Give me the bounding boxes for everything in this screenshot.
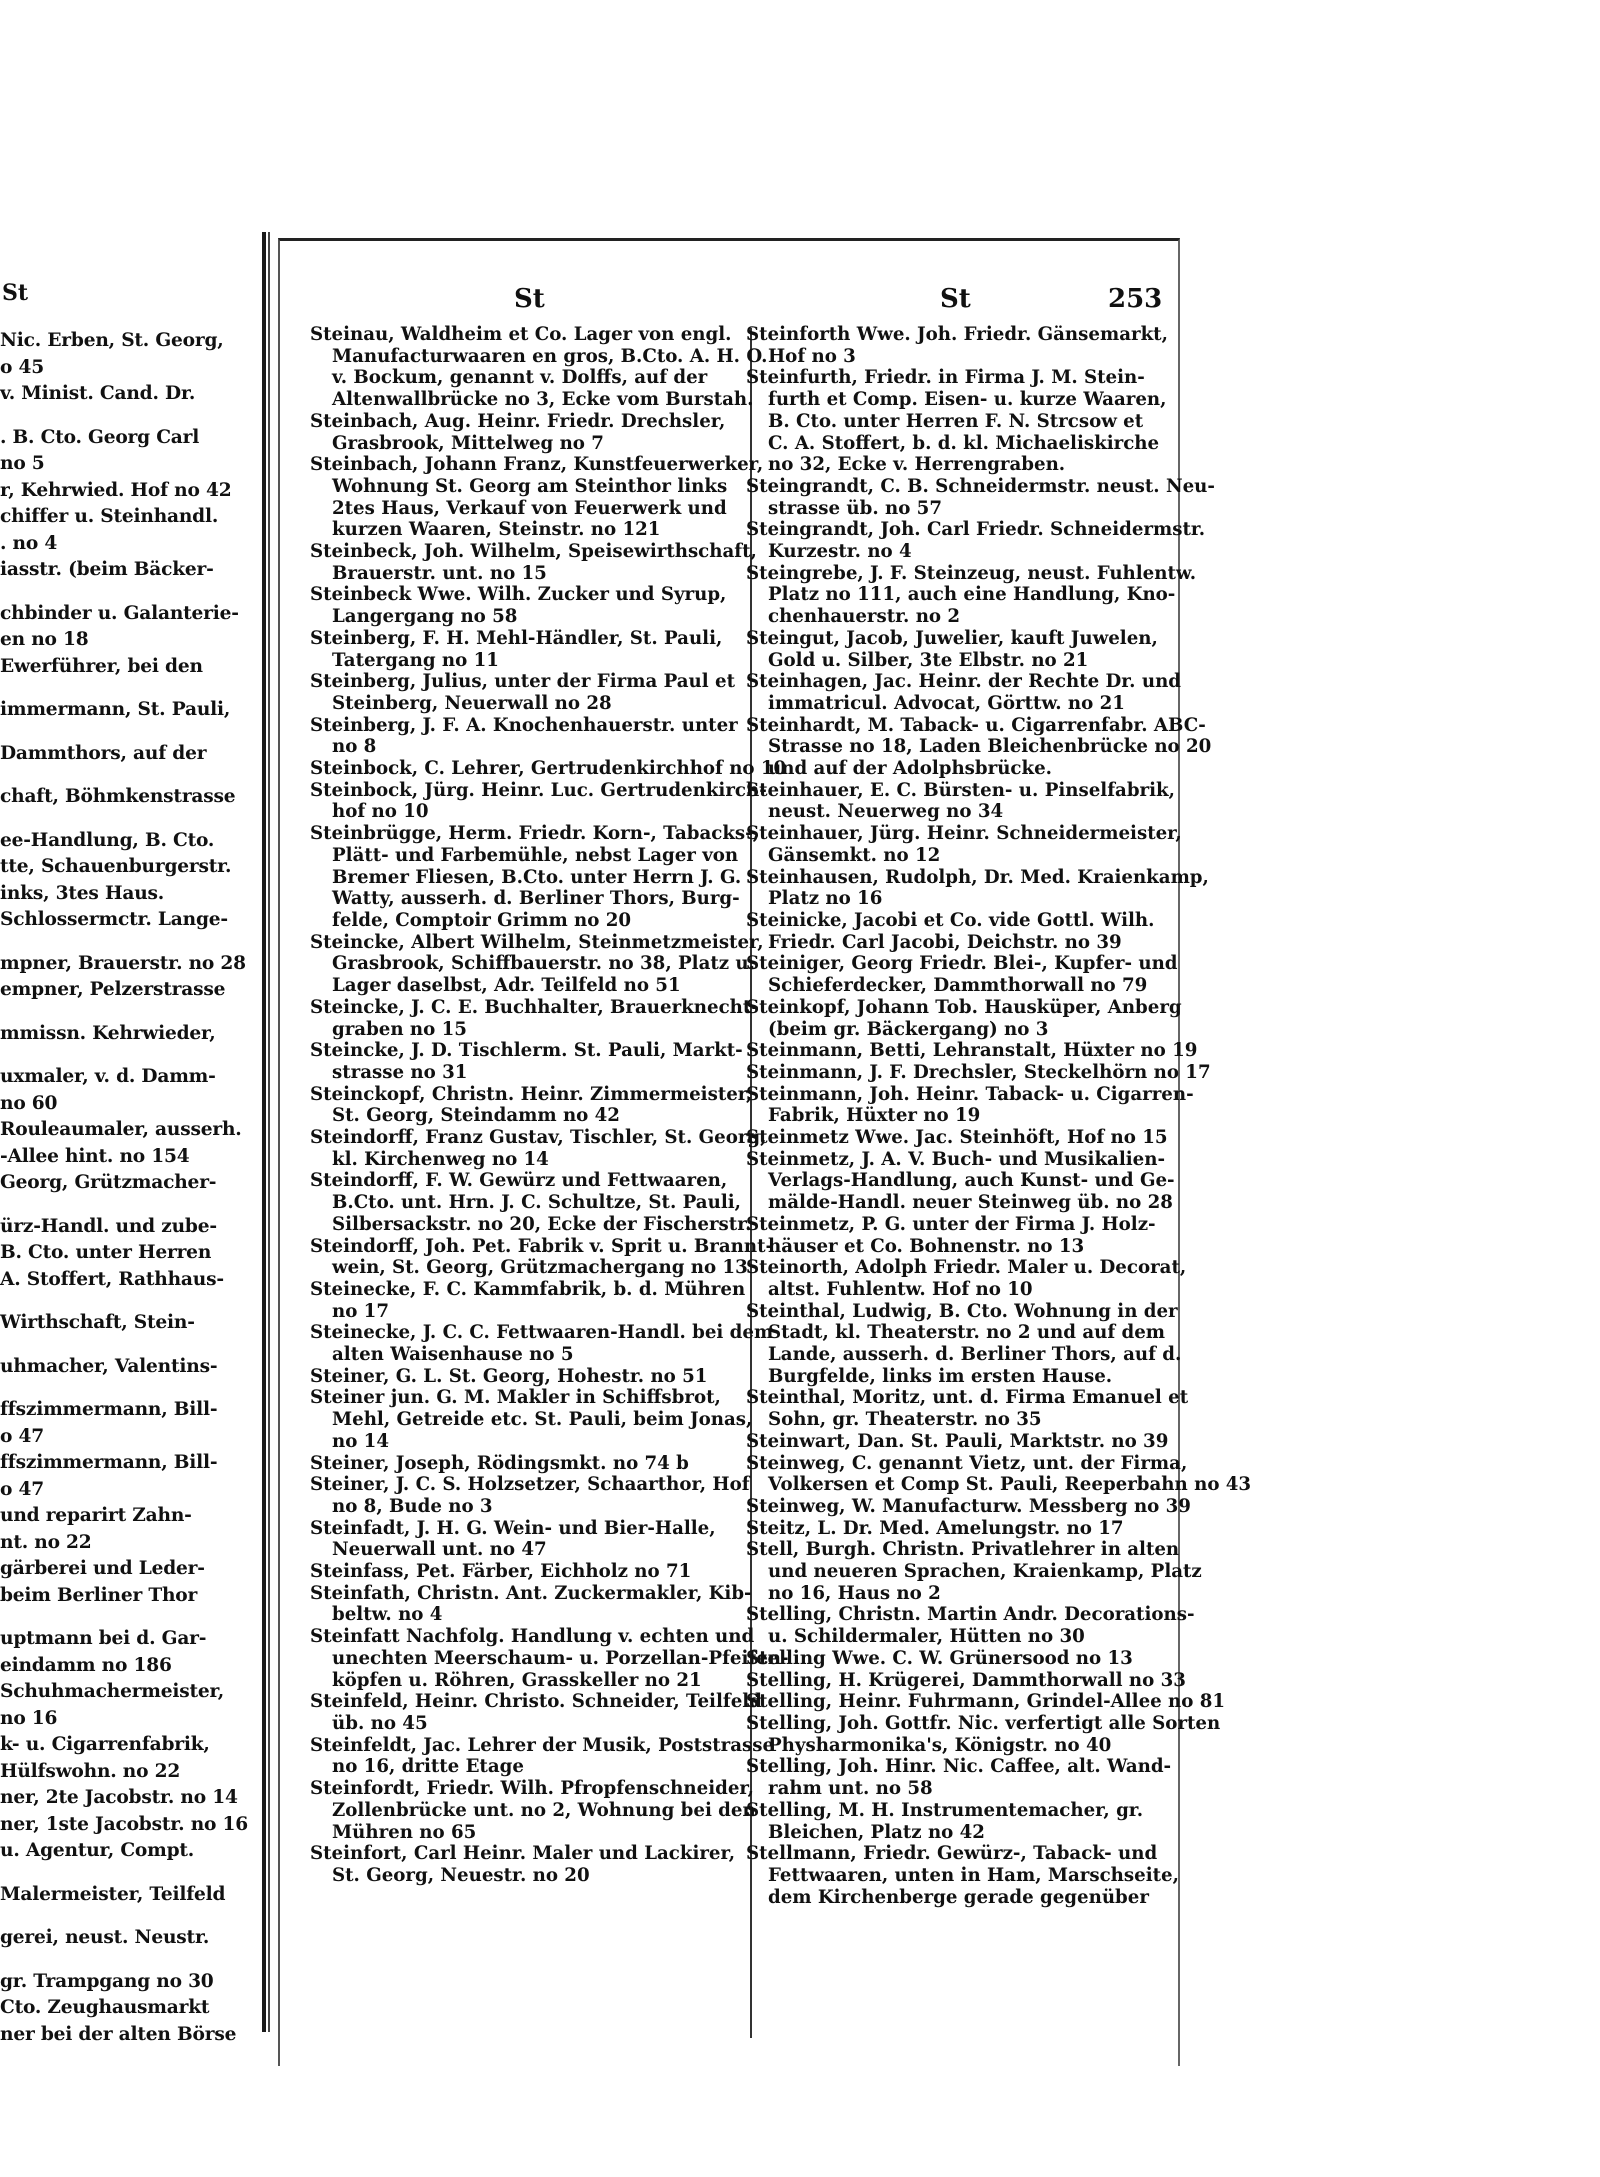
entry-continuation-line: felde, Comptoir Grimm no 20 <box>332 909 632 931</box>
directory-entry <box>310 628 766 671</box>
entry-name-line: Steinfurth, Friedr. in Firma J. M. Stein- <box>746 367 1145 389</box>
entry-name-line: Steinbach, Aug. Heinr. Friedr. Drechsler, <box>310 410 726 432</box>
directory-entry <box>310 1474 766 1517</box>
directory-entry <box>746 1604 1195 1648</box>
entry-continuation-line: Fettwaaren, unten in Ham, Marschseite, <box>768 1864 1179 1886</box>
entry-name-line: Steinfeldt, Jac. Lehrer der Musik, Poststrasse <box>310 1734 775 1756</box>
entry-name-line: Steinhausen, Rudolph, Dr. Med. Kraienkamp, <box>746 866 1209 888</box>
directory-entry <box>746 671 1182 714</box>
entry-name-line: Steinfatt Nachfolg. Handlung v. echten und <box>310 1626 755 1648</box>
entry-name-line: Steinforth Wwe. Joh. Friedr. Gänsemarkt, <box>746 324 1168 345</box>
entry-name-line: Steingrandt, Joh. Carl Friedr. Schneidermstr. <box>746 519 1206 541</box>
left-page-line: ner, 2te Jacobstr. no 14 <box>0 1787 238 1808</box>
entry-continuation-line: Sohn, gr. Theaterstr. no 35 <box>768 1409 1042 1431</box>
entry-name-line: Steinmann, Joh. Heinr. Taback- u. Cigarren- <box>746 1083 1194 1105</box>
directory-entry <box>746 1843 1179 1908</box>
entry-name-line: Steinfadt, J. H. G. Wein- und Bier-Halle, <box>310 1517 716 1539</box>
entry-name-line: Steiner, G. L. St. Georg, Hohestr. no 51 <box>310 1365 708 1387</box>
entry-continuation-line: Physharmonika's, Königstr. no 40 <box>768 1734 1112 1756</box>
directory-entry <box>746 1539 1202 1604</box>
directory-entry <box>310 1127 766 1170</box>
entry-name-line: Stelling, Christn. Martin Andr. Decorations- <box>746 1604 1195 1626</box>
left-page-line: Rouleaumaler, ausserh. <box>0 1119 242 1140</box>
left-page-line <box>0 1337 262 1354</box>
entry-continuation-line: Manufacturwaaren en gros, B.Cto. A. H. O. <box>332 345 768 367</box>
left-page-line <box>0 724 262 741</box>
directory-entry <box>746 519 1206 563</box>
entry-name-line: Steinfath, Christn. Ant. Zuckermakler, Kib- <box>310 1582 752 1604</box>
directory-entry <box>746 823 1182 866</box>
left-page-line: chaft, Böhmkenstrasse <box>0 786 236 807</box>
entry-continuation-line: Burgfelde, links im ersten Hause. <box>768 1365 1113 1387</box>
entry-continuation-line: Brauerstr. unt. no 15 <box>332 562 547 584</box>
entry-continuation-line: alten Waisenhause no 5 <box>332 1344 574 1366</box>
entry-continuation-line: no 16, Haus no 2 <box>768 1582 941 1604</box>
entry-name-line: Stell, Burgh. Christn. Privatlehrer in alten <box>746 1539 1180 1561</box>
entry-name-line: Steinmann, Betti, Lehranstalt, Hüxter no 19 <box>746 1040 1198 1062</box>
directory-entry <box>310 454 766 541</box>
directory-entry <box>746 1800 1176 1843</box>
entry-name-line: Steinthal, Moritz, unt. d. Firma Emanuel et <box>746 1387 1189 1409</box>
directory-entry <box>310 324 766 411</box>
entry-continuation-line: üb. no 45 <box>332 1713 428 1734</box>
left-page-line <box>0 1865 262 1882</box>
entry-continuation-line: Gänsemkt. no 12 <box>768 844 941 866</box>
entry-name-line: Steinhagen, Jac. Heinr. der Rechte Dr. und <box>746 671 1182 693</box>
directory-entry <box>746 1691 1226 1713</box>
left-page-line: . B. Cto. Georg Carl <box>0 426 200 448</box>
entry-continuation-line: köpfen u. Röhren, Grasskeller no 21 <box>332 1669 702 1691</box>
directory-entry <box>746 1040 1198 1062</box>
directory-entry <box>310 1778 766 1843</box>
entry-continuation-line: Langergang no 58 <box>332 606 518 628</box>
entry-continuation-line: dem Kirchenberge gerade gegenüber <box>768 1886 1149 1908</box>
directory-entry <box>310 1843 766 1886</box>
left-page-line: eindamm no 186 <box>0 1654 172 1676</box>
left-page-line <box>0 1609 262 1626</box>
entry-name-line: Steinweg, W. Manufacturw. Messberg no 39 <box>746 1495 1191 1517</box>
entry-name-line: Steinhardt, M. Taback- u. Cigarrenfabr. ABC- <box>746 714 1206 736</box>
left-page-line: k- u. Cigarrenfabrik, <box>0 1734 210 1755</box>
entry-continuation-line: furth et Comp. Eisen- u. kurze Waaren, <box>768 389 1167 411</box>
directory-entry <box>746 1518 1176 1540</box>
entry-name-line: Steinicke, Jacobi et Co. vide Gottl. Wilh. <box>746 909 1155 931</box>
header-left-letters: St <box>514 284 545 314</box>
entry-name-line: Steitz, L. Dr. Med. Amelungstr. no 17 <box>746 1517 1124 1539</box>
entry-name-line: Steinhauer, E. C. Bürsten- u. Pinselfabrik, <box>746 779 1175 801</box>
left-page-line: mpner, Brauerstr. no 28 <box>0 952 246 974</box>
entry-name-line: Steiner, Joseph, Rödingsmkt. no 74 b <box>310 1452 689 1474</box>
directory-entry <box>310 758 787 780</box>
left-page-line: ffszimmermann, Bill- <box>0 1452 218 1473</box>
left-page-line: ffszimmermann, Bill- <box>0 1399 218 1420</box>
directory-entry <box>746 996 1182 1040</box>
entry-continuation-line: v. Bockum, genannt v. Dolffs, auf der <box>332 367 708 389</box>
entry-continuation-line: kl. Kirchenweg no 14 <box>332 1148 549 1170</box>
entry-continuation-line: B. Cto. unter Herren F. N. Strcsow et <box>768 410 1144 432</box>
left-page-line: beim Berliner Thor <box>0 1584 198 1606</box>
column-a <box>310 324 789 1887</box>
entry-continuation-line: Platz no 16 <box>768 888 883 910</box>
entry-name-line: Stellmann, Friedr. Gewürz-, Taback- und <box>746 1843 1158 1865</box>
entry-continuation-line: B.Cto. unt. Hrn. J. C. Schultze, St. Pauli, <box>332 1192 741 1214</box>
left-page-line: empner, Pelzerstrasse <box>0 979 226 1000</box>
directory-entry <box>746 1083 1194 1127</box>
entry-name-line: Steinberg, Julius, unter der Firma Paul et <box>310 671 735 693</box>
entry-name-line: Steiniger, Georg Friedr. Blei-, Kupfer- und <box>746 953 1178 975</box>
left-page-line <box>0 767 262 784</box>
entry-continuation-line: unechten Meerschaum- u. Porzellan-Pfeifen- <box>332 1647 789 1669</box>
left-page-line: o 47 <box>0 1478 44 1500</box>
page-number: 253 <box>1108 284 1163 314</box>
directory-entry <box>310 1453 766 1475</box>
directory-page <box>278 228 1252 2078</box>
entry-continuation-line: Zollenbrücke unt. no 2, Wohnung bei den <box>332 1799 756 1821</box>
left-page-line: no 5 <box>0 453 45 474</box>
entry-name-line: Steinmetz Wwe. Jac. Steinhöft, Hof no 15 <box>746 1127 1168 1149</box>
left-page-line: -Allee hint. no 154 <box>0 1145 190 1167</box>
left-page-line: uhmacher, Valentins- <box>0 1355 218 1377</box>
entry-name-line: Steinecke, J. C. C. Fettwaaren-Handl. bei dem <box>310 1322 774 1344</box>
left-page-line <box>0 1380 262 1397</box>
page-header <box>278 284 1178 324</box>
entry-continuation-line: beltw. no 4 <box>332 1604 443 1626</box>
entry-continuation-line: no 17 <box>332 1300 389 1322</box>
entry-continuation-line: wein, St. Georg, Grützmachergang no 13 <box>332 1257 748 1279</box>
directory-entry <box>746 475 1215 519</box>
left-page-line: tte, Schauenburgerstr. <box>0 856 232 877</box>
directory-entry <box>310 1322 774 1366</box>
entry-name-line: Stelling, H. Krügerei, Dammthorwall no 33 <box>746 1669 1186 1691</box>
entry-continuation-line: Kurzestr. no 4 <box>768 541 912 563</box>
left-page-line <box>0 584 262 601</box>
entry-name-line: Stelling Wwe. C. W. Grünersood no 13 <box>746 1647 1133 1669</box>
directory-entry <box>746 1669 1186 1692</box>
entry-continuation-line: Mehl, Getreide etc. St. Pauli, beim Jonas, <box>332 1409 753 1431</box>
directory-entry <box>310 411 766 454</box>
entry-continuation-line: rahm unt. no 58 <box>768 1778 933 1800</box>
entry-name-line: Steinbach, Johann Franz, Kunstfeuerwerker, <box>310 454 764 476</box>
entry-name-line: Steindorff, F. W. Gewürz und Fettwaaren, <box>310 1170 728 1192</box>
entry-continuation-line: Volkersen et Comp St. Pauli, Reeperbahn no 43 <box>768 1474 1252 1496</box>
directory-entry <box>746 910 1176 953</box>
left-page-line: Wirthschaft, Stein- <box>0 1312 195 1333</box>
directory-entry <box>310 1583 766 1626</box>
entry-name-line: Steindorff, Joh. Pet. Fabrik v. Sprit u. Brannt- <box>310 1235 774 1257</box>
entry-name-line: Steinbrügge, Herm. Friedr. Korn-, Tabacks-, <box>310 823 760 845</box>
directory-entry <box>746 628 1176 671</box>
left-page-line <box>0 1293 262 1310</box>
entry-continuation-line: strasse üb. no 57 <box>768 497 942 519</box>
entry-name-line: Steinorth, Adolph Friedr. Maler u. Decorat, <box>746 1257 1187 1279</box>
directory-entry <box>746 780 1176 823</box>
left-page-line: und reparirt Zahn- <box>0 1505 192 1526</box>
left-page-line: o 45 <box>0 356 44 378</box>
entry-continuation-line: chenhauerstr. no 2 <box>768 606 961 628</box>
left-page-line: ürz-Handl. und zube- <box>0 1215 217 1237</box>
entry-name-line: Steinberg, J. F. A. Knochenhauerstr. unter <box>310 714 738 736</box>
left-page-line: o 47 <box>0 1425 44 1447</box>
entry-continuation-line: strasse no 31 <box>332 1061 468 1083</box>
entry-name-line: Steinfeld, Heinr. Christo. Schneider, Teilfeld <box>310 1691 762 1713</box>
entry-name-line: Steiner jun. G. M. Makler in Schiffsbrot, <box>310 1387 721 1409</box>
entry-continuation-line: Platz no 111, auch eine Handlung, Kno- <box>768 584 1176 606</box>
entry-continuation-line: (beim gr. Bäckergang) no 3 <box>768 1018 1049 1040</box>
left-page-line <box>0 811 262 828</box>
entry-continuation-line: Verlags-Handlung, auch Kunst- und Ge- <box>768 1170 1175 1192</box>
left-page-line: ner bei der alten Börse <box>0 2023 237 2045</box>
entry-name-line: Steinecke, F. C. Kammfabrik, b. d. Mühren <box>310 1278 746 1300</box>
entry-name-line: Steinckopf, Christn. Heinr. Zimmermeister, <box>310 1083 753 1105</box>
directory-entry <box>746 1257 1187 1300</box>
left-page-line <box>0 1004 262 1021</box>
entry-continuation-line: neust. Neuerweg no 34 <box>768 801 1004 823</box>
directory-entry <box>746 1387 1189 1431</box>
left-page-line: Ewerführer, bei den <box>0 655 203 677</box>
left-page-line <box>0 1908 262 1925</box>
directory-entry <box>310 1518 766 1561</box>
entry-continuation-line: St. Georg, Steindamm no 42 <box>332 1105 620 1127</box>
directory-entry <box>310 584 766 627</box>
entry-continuation-line: 2tes Haus, Verkauf von Feuerwerk und <box>332 497 727 519</box>
directory-entry <box>746 1431 1176 1453</box>
left-page-line <box>0 1952 262 1969</box>
entry-name-line: Steincke, J. C. E. Buchhalter, Brauerknecht- <box>310 996 759 1018</box>
header-right-letters: St <box>940 284 971 314</box>
left-page-line: Schlossermctr. Lange- <box>0 909 228 930</box>
left-page-line: gr. Trampgang no 30 <box>0 1970 214 1992</box>
entry-continuation-line: Schieferdecker, Dammthorwall no 79 <box>768 975 1148 997</box>
directory-entry <box>746 1300 1182 1388</box>
entry-continuation-line: Steinberg, Neuerwall no 28 <box>332 692 612 714</box>
entry-continuation-line: Lande, ausserh. d. Berliner Thors, auf d. <box>768 1344 1182 1366</box>
left-page-line: v. Minist. Cand. Dr. <box>0 383 196 404</box>
entry-continuation-line: C. A. Stoffert, b. d. kl. Michaeliskirche <box>768 432 1160 454</box>
entry-continuation-line: Friedr. Carl Jacobi, Deichstr. no 39 <box>768 931 1122 953</box>
left-page-line: immermann, St. Pauli, <box>0 699 231 720</box>
entry-name-line: Steinmetz, J. A. V. Buch- und Musikalien- <box>746 1148 1165 1170</box>
left-page-line <box>0 1047 262 1064</box>
directory-entry <box>310 671 766 714</box>
entry-name-line: Steinau, Waldheim et Co. Lager von engl. <box>310 324 732 345</box>
entry-name-line: Steindorff, Franz Gustav, Tischler, St. Georg, <box>310 1127 767 1149</box>
entry-name-line: Steinfort, Carl Heinr. Maler und Lackirer, <box>310 1843 736 1865</box>
entry-continuation-line: kurzen Waaren, Steinstr. no 121 <box>332 519 661 541</box>
directory-entry <box>746 367 1176 476</box>
left-page-line: ner, 1ste Jacobstr. no 16 <box>0 1813 248 1835</box>
directory-entry <box>746 1149 1176 1214</box>
entry-name-line: Steingut, Jacob, Juwelier, kauft Juwelen, <box>746 627 1158 649</box>
entry-continuation-line: Neuerwall unt. no 47 <box>332 1539 547 1561</box>
entry-name-line: Stelling, Joh. Gottfr. Nic. verfertigt alle Sorten <box>746 1713 1221 1734</box>
left-page-line: Cto. Zeughausmarkt <box>0 1997 210 2018</box>
entry-continuation-line: Wohnung St. Georg am Steinthor links <box>332 475 728 497</box>
directory-entry <box>310 780 766 823</box>
directory-entry <box>310 1279 766 1322</box>
directory-entry <box>746 953 1176 996</box>
left-page-line: uxmaler, v. d. Damm- <box>0 1066 216 1087</box>
left-page-header: St <box>2 280 29 306</box>
left-page-line: en no 18 <box>0 629 89 650</box>
directory-entry <box>746 1061 1211 1084</box>
left-page-line: r, Kehrwied. Hof no 42 <box>0 479 232 501</box>
entry-name-line: Steinweg, C. genannt Vietz, unt. der Firma, <box>746 1452 1188 1474</box>
entry-name-line: Steincke, Albert Wilhelm, Steinmetzmeister, <box>310 931 764 953</box>
directory-entry <box>310 1084 766 1127</box>
directory-entry <box>310 1170 766 1235</box>
entry-name-line: Steinfordt, Friedr. Wilh. Pfropfenschneider, <box>310 1778 754 1800</box>
entry-name-line: Steinbeck, Joh. Wilhelm, Speisewirthschaft, <box>310 541 757 563</box>
directory-entry <box>310 1366 766 1388</box>
entry-continuation-line: Bremer Fliesen, B.Cto. unter Herrn J. G. <box>332 866 742 888</box>
entry-continuation-line: St. Georg, Neuestr. no 20 <box>332 1864 590 1886</box>
entry-continuation-line: Altenwallbrücke no 3, Ecke vom Burstah. <box>332 389 754 411</box>
directory-entry <box>310 715 766 758</box>
entry-continuation-line: u. Schildermaler, Hütten no 30 <box>768 1626 1085 1648</box>
left-page-line: A. Stoffert, Rathhaus- <box>0 1268 224 1290</box>
entry-name-line: Steinmetz, P. G. unter der Firma J. Holz- <box>746 1213 1156 1235</box>
entry-continuation-line: no 16, dritte Etage <box>332 1756 524 1778</box>
left-page-line <box>0 1197 262 1214</box>
left-page-line: ee-Handlung, B. Cto. <box>0 829 215 851</box>
directory-entry <box>746 1713 1221 1756</box>
left-page-line <box>0 680 262 697</box>
left-page-line: uptmann bei d. Gar- <box>0 1628 207 1649</box>
left-page-fragment <box>0 230 262 2080</box>
left-page-line <box>0 408 262 425</box>
entry-continuation-line: Silbersackstr. no 20, Ecke der Fischerstr. <box>332 1213 752 1235</box>
entry-continuation-line: graben no 15 <box>332 1018 467 1040</box>
entry-name-line: Steinhauer, Jürg. Heinr. Schneidermeister, <box>746 823 1182 845</box>
left-page-line: Malermeister, Teilfeld <box>0 1883 226 1905</box>
left-page-line: chiffer u. Steinhandl. <box>0 506 219 527</box>
left-page-line: Nic. Erben, St. Georg, <box>0 330 224 351</box>
entry-continuation-line: und neueren Sprachen, Kraienkamp, Platz <box>768 1561 1202 1583</box>
directory-entry <box>746 1452 1252 1496</box>
left-page-line: gerei, neust. Neustr. <box>0 1927 210 1948</box>
entry-name-line: Steinfass, Pet. Färber, Eichholz no 71 <box>310 1561 692 1583</box>
directory-entry <box>310 823 766 932</box>
directory-entry <box>746 562 1197 628</box>
entry-continuation-line: Stadt, kl. Theaterstr. no 2 und auf dem <box>768 1322 1166 1344</box>
left-page-line: Hülfswohn. no 22 <box>0 1760 181 1782</box>
directory-entry <box>746 1756 1176 1799</box>
column-b <box>746 324 1252 1908</box>
entry-continuation-line: Plätt- und Farbemühle, nebst Lager von <box>332 844 739 866</box>
entry-continuation-line: Grasbrook, Schiffbauerstr. no 38, Platz u. <box>332 953 755 975</box>
entry-name-line: Steinwart, Dan. St. Pauli, Marktstr. no 39 <box>746 1430 1169 1452</box>
directory-entry <box>746 866 1209 910</box>
entry-continuation-line: no 8 <box>332 736 377 758</box>
left-page-line: no 60 <box>0 1092 58 1114</box>
left-page-line <box>0 934 262 951</box>
entry-continuation-line: hof no 10 <box>332 801 429 823</box>
directory-entry <box>310 997 766 1040</box>
entry-continuation-line: Gold u. Silber, 3te Elbstr. no 21 <box>768 649 1089 671</box>
entry-name-line: Steinbeck Wwe. Wilh. Zucker und Syrup, <box>310 584 727 606</box>
directory-entry <box>746 1214 1176 1257</box>
entry-continuation-line: no 14 <box>332 1430 389 1452</box>
entry-name-line: Steinkopf, Johann Tob. Hausküper, Anberg <box>746 996 1182 1018</box>
directory-entry <box>310 1734 775 1778</box>
entry-name-line: Steinbock, C. Lehrer, Gertrudenkirchhof no 10 <box>310 758 787 780</box>
entry-name-line: Steingrebe, J. F. Steinzeug, neust. Fuhlentw. <box>746 562 1197 584</box>
left-page-line: nt. no 22 <box>0 1531 92 1553</box>
left-page-line: iasstr. (beim Bäcker- <box>0 559 214 580</box>
entry-name-line: Steinbock, Jürg. Heinr. Luc. Gertrudenkirch- <box>310 779 767 801</box>
entry-continuation-line: Mühren no 65 <box>332 1821 477 1843</box>
entry-continuation-line: immatricul. Advocat, Görttw. no 21 <box>768 692 1125 714</box>
entry-name-line: Steinberg, F. H. Mehl-Händler, St. Pauli, <box>310 627 723 649</box>
directory-entry <box>310 1235 774 1279</box>
directory-entry <box>746 324 1176 367</box>
left-page-line: inks, 3tes Haus. <box>0 882 165 904</box>
entry-continuation-line: Fabrik, Hüxter no 19 <box>768 1105 981 1127</box>
left-page-line: Dammthors, auf der <box>0 742 207 764</box>
entry-continuation-line: Bleichen, Platz no 42 <box>768 1821 985 1843</box>
entry-name-line: Steingrandt, C. B. Schneidermstr. neust. Neu- <box>746 475 1215 497</box>
directory-entry <box>310 1561 766 1583</box>
entry-continuation-line: häuser et Co. Bohnenstr. no 13 <box>768 1235 1085 1257</box>
left-page-line: Schuhmachermeister, <box>0 1681 225 1702</box>
entry-continuation-line: mälde-Handl. neuer Steinweg üb. no 28 <box>768 1192 1173 1214</box>
directory-entry <box>310 1387 766 1452</box>
page-gutter-edge-inner <box>268 232 270 2032</box>
left-page-line: Georg, Grützmacher- <box>0 1172 217 1193</box>
entry-continuation-line: Grasbrook, Mittelweg no 7 <box>332 432 604 454</box>
entry-name-line: Steinthal, Ludwig, B. Cto. Wohnung in der <box>746 1300 1178 1322</box>
entry-continuation-line: Tatergang no 11 <box>332 649 499 671</box>
directory-entry <box>746 1495 1191 1518</box>
entry-name-line: Steiner, J. C. S. Holzsetzer, Schaarthor, Hof <box>310 1474 750 1496</box>
left-page-line: no 16 <box>0 1707 58 1729</box>
left-page-line: u. Agentur, Compt. <box>0 1840 195 1861</box>
left-page-line: . no 4 <box>0 532 58 554</box>
entry-continuation-line: Strasse no 18, Laden Bleichenbrücke no 20 <box>768 736 1212 758</box>
entry-name-line: Stelling, Joh. Hinr. Nic. Caffee, alt. Wand- <box>746 1756 1172 1778</box>
entry-name-line: Stelling, Heinr. Fuhrmann, Grindel-Allee no 81 <box>746 1691 1226 1713</box>
entry-continuation-line: altst. Fuhlentw. Hof no 10 <box>768 1278 1033 1300</box>
entry-continuation-line: no 8, Bude no 3 <box>332 1495 493 1517</box>
directory-entry <box>310 541 766 584</box>
left-page-lines <box>0 328 262 2048</box>
left-page-line: chbinder u. Galanterie- <box>0 602 239 624</box>
directory-entry <box>310 1626 789 1691</box>
entry-continuation-line: Hof no 3 <box>768 345 856 367</box>
page-gutter-edge <box>262 232 266 2032</box>
left-page-line: gärberei und Leder- <box>0 1558 205 1579</box>
left-page-line: mmissn. Kehrwieder, <box>0 1022 216 1044</box>
entry-name-line: Stelling, M. H. Instrumentemacher, gr. <box>746 1799 1144 1821</box>
directory-entry <box>310 932 766 997</box>
entry-continuation-line: und auf der Adolphsbrücke. <box>768 758 1053 780</box>
entry-name-line: Steincke, J. D. Tischlerm. St. Pauli, Markt- <box>310 1040 743 1062</box>
left-page-line: B. Cto. unter Herren <box>0 1242 212 1263</box>
entry-continuation-line: Watty, ausserh. d. Berliner Thors, Burg- <box>332 888 740 910</box>
entry-name-line: Steinmann, J. F. Drechsler, Steckelhörn no 17 <box>746 1061 1211 1083</box>
entry-continuation-line: Lager daselbst, Adr. Teilfeld no 51 <box>332 975 681 997</box>
directory-entry <box>746 714 1212 780</box>
directory-entry <box>310 1691 766 1734</box>
entry-continuation-line: no 32, Ecke v. Herrengraben. <box>768 454 1066 476</box>
directory-entry <box>746 1127 1176 1149</box>
directory-entry <box>746 1648 1176 1670</box>
directory-entry <box>310 1040 766 1083</box>
